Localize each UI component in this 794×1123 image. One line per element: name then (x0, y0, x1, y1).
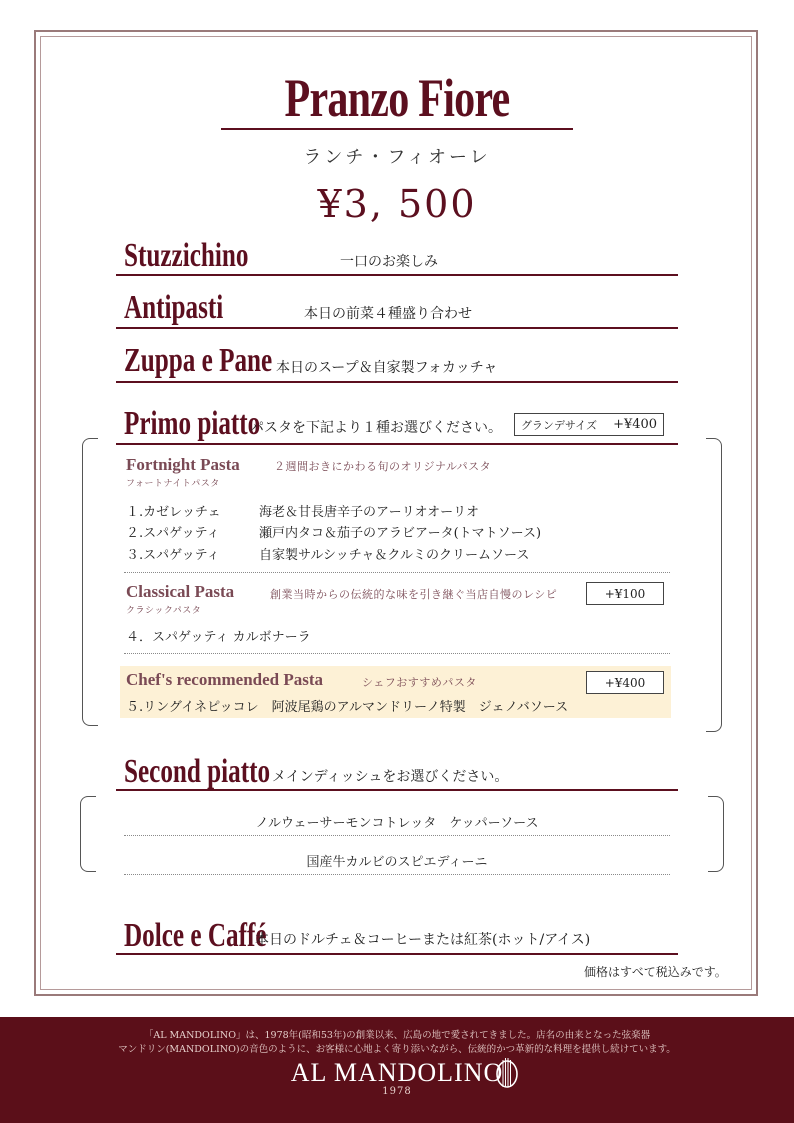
course-second-desc: メインディッシュをお選びください。 (272, 769, 509, 785)
section-divider (124, 653, 670, 654)
classical-title: Classical Pasta (126, 582, 235, 601)
course-zuppa-desc: 本日のスープ＆自家製フォカッチャ (276, 360, 498, 376)
pasta-item-3-name: ３.スパゲッティ (126, 548, 220, 563)
second-item-1: ノルウェーサーモンコトレッタ ケッパーソース (255, 816, 539, 831)
second-bracket-left (80, 796, 96, 872)
pasta-item-5: ５.リングイネピッコレ 阿波尾鶏のアルマンドリーノ特製 ジェノバソース (126, 700, 569, 715)
footer-logo: AL MANDOLINO (290, 1058, 504, 1087)
course-zuppa-label: Zuppa e Pane (124, 342, 273, 379)
menu-subtitle: ランチ・フィオーレ (303, 147, 491, 168)
classical-price-box: +¥100 (586, 582, 664, 605)
classical-sub: クラシックパスタ (126, 606, 202, 616)
chef-desc: シェフおすすめパスタ (362, 676, 477, 689)
course-primo-desc: パスタを下記より１種お選びください。 (250, 420, 502, 436)
pasta-item-2-desc: 瀬戸内タコ＆茄子のアラビアータ(トマトソース) (259, 526, 542, 541)
pasta-item-2 (126, 522, 541, 541)
section-divider (124, 572, 670, 573)
section-divider (124, 874, 670, 875)
course-primo-label: Primo piatto (124, 405, 261, 442)
course-stuzzichino-desc: 一口のお楽しみ (340, 254, 438, 270)
pasta-item-1 (126, 501, 479, 520)
title-rule (221, 128, 573, 130)
course-dolce-label: Dolce e Caffé (124, 917, 267, 954)
course-stuzzichino-label: Stuzzichino (124, 237, 249, 274)
course-divider (116, 274, 678, 276)
grande-size-box (514, 413, 664, 436)
chef-price-box: +¥400 (586, 671, 664, 694)
menu-price: ¥3, 500 (317, 182, 477, 226)
pasta-item-4: ４．スパゲッティ カルボナーラ (126, 630, 311, 645)
fortnight-sub: フォートナイトパスタ (126, 479, 220, 489)
fortnight-desc: ２週間おきにかわる旬のオリジナルパスタ (274, 460, 492, 473)
course-antipasti-label: Antipasti (124, 289, 224, 326)
course-divider (116, 443, 678, 445)
footer-year: 1978 (382, 1086, 412, 1097)
course-divider (116, 381, 678, 383)
chef-title: Chef's recommended Pasta (126, 670, 324, 689)
grande-size-label: グランデサイズ (520, 418, 598, 432)
grande-size-price: +¥400 (613, 417, 658, 432)
course-divider (116, 789, 678, 791)
section-divider (124, 835, 670, 836)
second-bracket-right (708, 796, 724, 872)
pasta-item-1-desc: 海老＆甘長唐辛子のアーリオオーリオ (259, 505, 479, 520)
course-second-label: Second piatto (124, 753, 271, 790)
menu-title: Pranzo Fiore (284, 68, 510, 128)
fortnight-title: Fortnight Pasta (126, 455, 240, 474)
primo-bracket-right (706, 438, 722, 732)
course-antipasti-desc: 本日の前菜４種盛り合わせ (304, 306, 472, 322)
footer-line-1: 「AL MANDOLINO」は、1978年(昭和53年)の創業以来、広島の地で愛されてきました。店名の由来となった弦楽器 (143, 1030, 651, 1041)
second-item-2: 国産牛カルビのスピエディーニ (306, 855, 488, 870)
primo-bracket-left (82, 438, 98, 726)
course-dolce-desc: 本日のドルチェ＆コーヒーまたは紅茶(ホット/アイス) (255, 932, 591, 948)
mandolin-icon (494, 1054, 520, 1090)
course-divider (116, 327, 678, 329)
pasta-item-3 (126, 544, 529, 563)
pasta-item-1-name: １.カゼレッチェ (126, 505, 221, 520)
classical-desc: 創業当時からの伝統的な味を引き継ぐ当店自慢のレシピ (270, 588, 558, 601)
pasta-item-3-desc: 自家製サルシッチャ＆クルミのクリームソース (259, 548, 530, 563)
footer-line-2: マンドリン(MANDOLINO)の音色のように、お客様に心地よく寄り添いながら、伝統的かつ革新的な料理を提供し続けています。 (118, 1044, 676, 1055)
pasta-item-2-name: ２.スパゲッティ (126, 526, 220, 541)
course-divider (116, 953, 678, 955)
tax-note: 価格はすべて税込みです。 (584, 965, 727, 979)
